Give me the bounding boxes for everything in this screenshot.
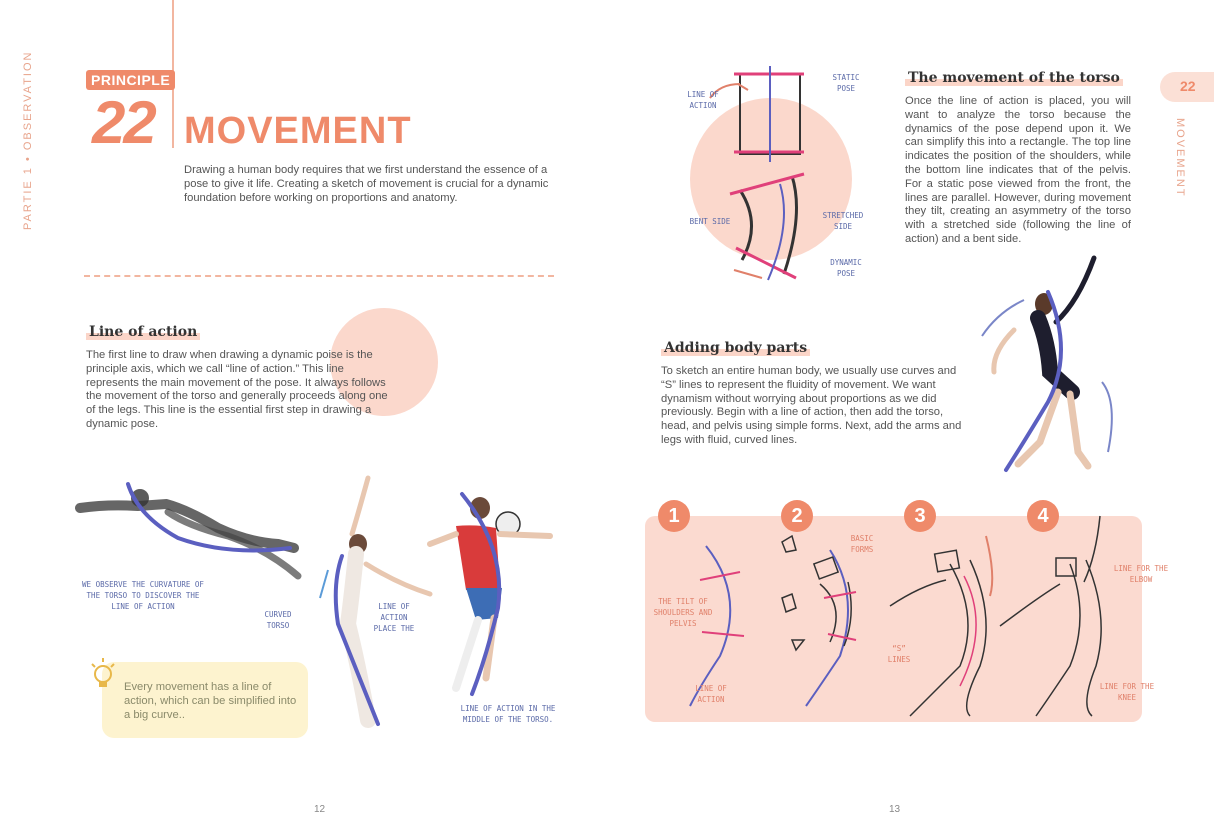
page-title: MOVEMENT xyxy=(184,110,412,152)
label-tilt: THE TILT OF SHOULDERS AND PELVIS xyxy=(653,597,713,628)
label-knee: LINE FOR THE KNEE xyxy=(1099,682,1155,702)
left-sidebar-text: PARTIE 1 • OBSERVATION xyxy=(22,50,34,230)
step-3-badge: 3 xyxy=(904,500,936,532)
torso-body: Once the line of action is placed, you will want to analyze the torso because the dynamics of the pose depend upon it. We can simplify this into a rectangle. The top line indicates the position of the shoulders, while the bottom line indicates that of the pelvis. For a static pose viewed from the front, the lines are parallel. However, during movement they tilt, creating an asymmetry of the torso with a stretched side (following the line of action) and a bent side. xyxy=(905,95,1131,245)
torso-heading-text: The movement of the torso xyxy=(905,70,1123,86)
line-of-action-heading xyxy=(86,324,200,340)
torso-heading xyxy=(905,70,1123,86)
label-stretched-side: STRETCHED SIDE xyxy=(822,211,864,231)
annotation-curved-torso: CURVED TORSO xyxy=(264,610,292,630)
body-parts-heading xyxy=(661,340,810,356)
ballerina-figure xyxy=(978,252,1128,474)
principle-tab xyxy=(1160,72,1214,102)
page-number-left: 12 xyxy=(314,804,326,815)
label-line-of-action: LINE OF ACTION xyxy=(687,90,719,110)
lightbulb-icon xyxy=(90,656,116,690)
label-elbow: LINE FOR THE ELBOW xyxy=(1113,564,1169,584)
right-sidebar-text: MOVEMENT xyxy=(1174,118,1186,198)
steps-sketches xyxy=(660,536,1140,722)
step-4-badge: 4 xyxy=(1027,500,1059,532)
section-divider xyxy=(84,275,554,277)
label-bent-side: BENT SIDE xyxy=(689,217,731,226)
label-static-pose: STATIC POSE xyxy=(832,73,860,93)
body-parts-body: To sketch an entire human body, we usually use curves and “S” lines to represent the fluidity of movement. We want dynamism without worrying about proportions as we did previously. Begin with a line of action, then add the torso, head, and pelvis using simple forms. Next, add the arms and legs with fluid, curved lines. xyxy=(661,365,962,446)
left-sidebar-label xyxy=(22,50,46,240)
label-basic-forms: BASIC FORMS xyxy=(850,534,874,554)
principle-badge: PRINCIPLE xyxy=(86,70,175,90)
step-2-badge: 2 xyxy=(781,500,813,532)
body-parts-heading-text: Adding body parts xyxy=(661,340,810,356)
page-number-right: 13 xyxy=(889,804,901,815)
principle-tab-number: 22 xyxy=(1180,78,1196,94)
swimmer-figure xyxy=(78,476,308,586)
intro-paragraph: Drawing a human body requires that we first understand the essence of a pose to give it life. Creating a sketch of movement is crucial for a dynamic foundation before working on proportions and anatomy. xyxy=(184,164,549,204)
label-dynamic-pose: DYNAMIC POSE xyxy=(830,258,862,278)
principle-number: 22 xyxy=(92,89,155,156)
annotation-middle-torso: LINE OF ACTION IN THE MIDDLE OF THE TORSO. xyxy=(460,704,556,724)
line-of-action-heading-text: Line of action xyxy=(86,324,200,340)
label-step-line-of-action: LINE OF ACTION xyxy=(695,684,727,704)
annotation-curvature: WE OBSERVE THE CURVATURE OF THE TORSO TO DISCOVER THE LINE OF ACTION xyxy=(82,580,204,611)
tip-text: Every movement has a line of action, which can be simplified into a big curve.. xyxy=(124,681,297,721)
line-of-action-body: The first line to draw when drawing a dynamic poise is the principle axis, which we call “line of action.” This line represents the main movement of the pose. It always follows the movement of the torso and generally proceeds along one of the legs. This line is the essential first step in drawing a dynamic pose. xyxy=(86,349,388,430)
label-s-lines: “S” LINES xyxy=(887,644,911,664)
soccer-player-figure xyxy=(426,488,556,702)
step-1-badge: 1 xyxy=(658,500,690,532)
annotation-line-of-action-place: LINE OF ACTION PLACE THE xyxy=(373,602,415,633)
